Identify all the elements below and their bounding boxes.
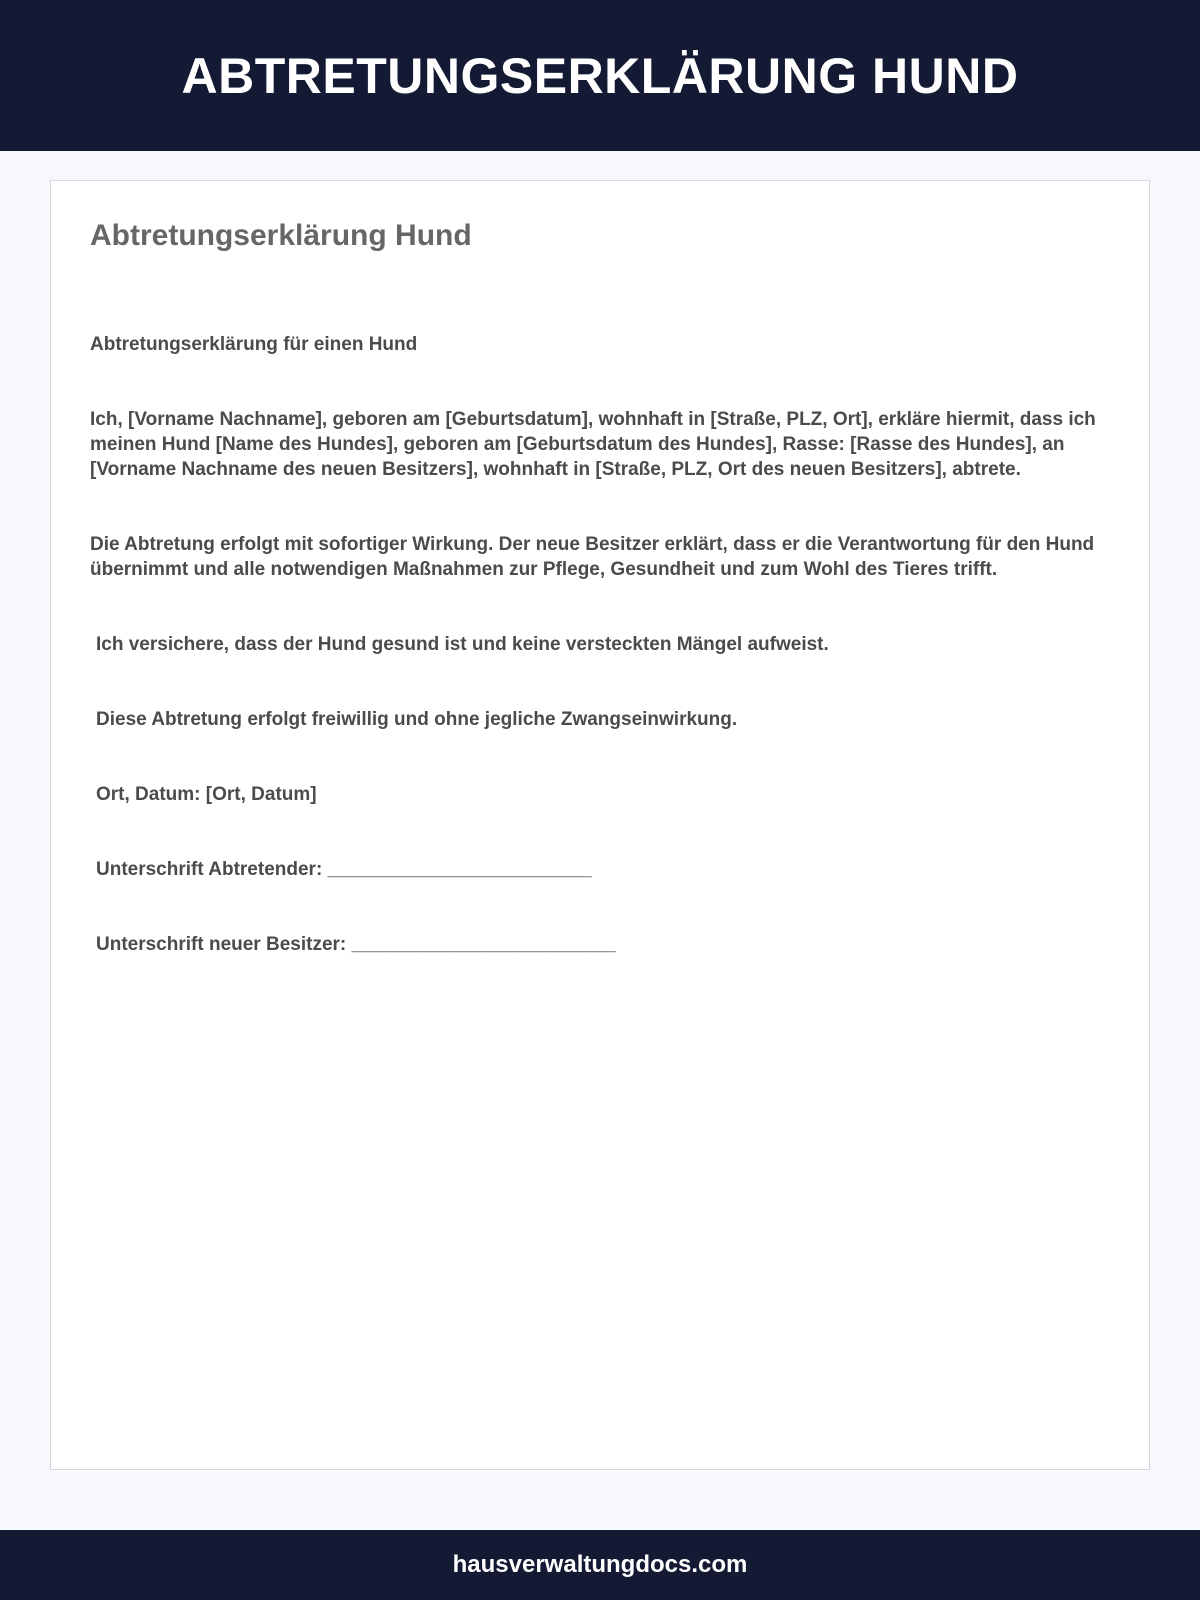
signature-assignor-line: Unterschrift Abtretender: _________________________ [96,859,592,880]
document-title: Abtretungserklärung Hund [90,219,472,252]
page-footer [0,1530,1200,1600]
document-body [90,282,1110,1007]
document-subtitle: Abtretungserklärung für einen Hund [90,334,418,355]
page-title: ABTRETUNGSERKLÄRUNG HUND [181,47,1019,104]
assurance-line: Ich versichere, dass der Hund gesund ist und keine versteckten Mängel aufweist. [96,634,829,655]
voluntary-line: Diese Abtretung erfolgt freiwillig und ohne jegliche Zwangseinwirkung. [96,709,738,730]
signature-new-owner-line: Unterschrift neuer Besitzer: _________________________ [96,934,616,955]
paragraph-declaration: Ich, [Vorname Nachname], geboren am [Geburtsdatum], wohnhaft in [Straße, PLZ, Ort], erkläre hiermit, dass ich meinen Hund [Name des Hundes], geboren am [Geburtsdatum des Hundes], Rasse: [Rasse des Hundes], an [Vorname Nachname des neuen Besitzers], wohnhaft in [Straße, PLZ, Ort des neuen Besitzers], abtrete. [90,409,1102,480]
page-header [0,0,1200,151]
document-card [50,180,1150,1470]
footer-site-link[interactable]: hausverwaltungdocs.com [452,1551,748,1578]
place-date-line: Ort, Datum: [Ort, Datum] [96,784,317,805]
paragraph-effect: Die Abtretung erfolgt mit sofortiger Wirkung. Der neue Besitzer erklärt, dass er die Verantwortung für den Hund übernimmt und alle notwendigen Maßnahmen zur Pflege, Gesundheit und zum Wohl des Tieres trifft. [90,534,1100,580]
